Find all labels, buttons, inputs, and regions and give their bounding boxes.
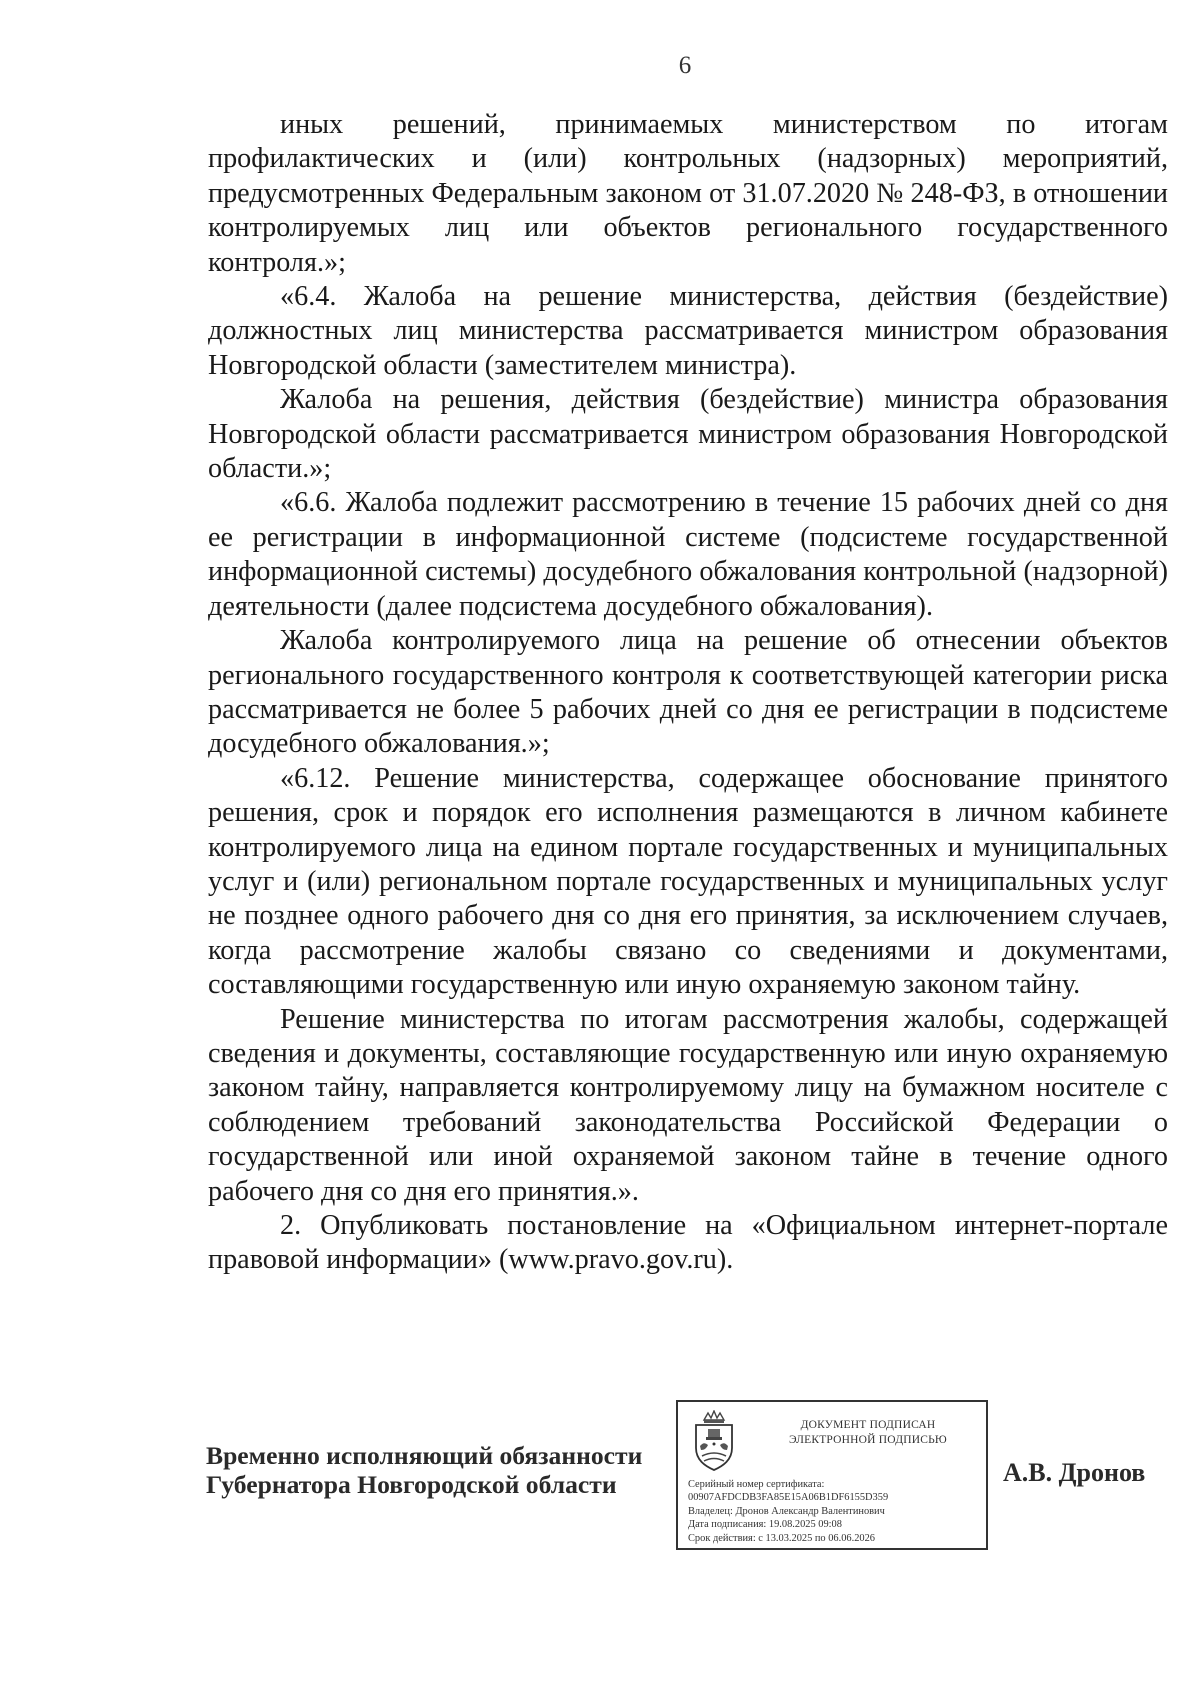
paragraph-6-6-second: Жалоба контролируемого лица на решение об отнесении объектов регионального государственного контроля к соответствующей категории риска рассматривается не более 5 рабочих дней со дня ее регистрации в подсистеме досудебного обжалования.»; (208, 625, 1168, 760)
paragraph-6-12: «6.12. Решение министерства, содержащее обоснование принятого решения, срок и порядок его исполнения размещаются в личном кабинете контролируемого лица на едином портале государственных и муниципальных услуг и (или) региональном портале государственных и муниципальных услуг не позднее одного рабочего дня со дня его принятия, за исключением случаев, когда рассмотрение жалобы связано со сведениями и документами, составляющими государственную или иную охраняемую законом тайну. (208, 762, 1168, 1001)
novgorod-coat-of-arms-icon (690, 1410, 738, 1472)
paragraph-6-6: «6.6. Жалоба подлежит рассмотрению в течение 15 рабочих дней со дня ее регистрации в информационной системе (подсистеме государственной информационной системы) досудебного обжалования контрольной (надзорной) деятельности (далее подсистема досудебного обжалования). (208, 487, 1168, 622)
paragraph-6-4-second: Жалоба на решения, действия (бездействие) министра образования Новгородской области рассматривается министром образования Новгородской области.»; (208, 384, 1168, 485)
signatory-position-line-1: Временно исполняющий обязанности (206, 1441, 643, 1470)
signatory-position (206, 1441, 642, 1499)
stamp-serial-value: 00907AFDCDB3FA85E15A06B1DF6155D359 (688, 1492, 889, 1504)
stamp-title (758, 1418, 978, 1448)
paragraph-6-12-second: Решение министерства по итогам рассмотрения жалобы, содержащей сведения и документы, составляющие государственную или иную охраняемую законом тайну, направляется контролируемому лицу на бумажном носителе с соблюдением требований законодательства Российской Федерации о государственной или иной охраняемой законом тайне в течение одного рабочего дня со дня его принятия.». (208, 1003, 1168, 1207)
signer-name: А.В. Дронов (1003, 1458, 1146, 1487)
stamp-title-line-2: ЭЛЕКТРОННОЙ ПОДПИСЬЮ (789, 1434, 947, 1446)
document-body (208, 108, 1168, 1278)
stamp-validity: Срок действия: с 13.03.2025 по 06.06.2026 (688, 1532, 875, 1544)
paragraph-publish: 2. Опубликовать постановление на «Официальном интернет-портале правовой информации» (www.pravo.gov.ru). (208, 1210, 1168, 1276)
stamp-serial-label: Серийный номер сертификата: (688, 1479, 825, 1490)
stamp-title-line-1: ДОКУМЕНТ ПОДПИСАН (800, 1419, 936, 1431)
signatory-position-line-2: Губернатора Новгородской области (206, 1470, 617, 1499)
stamp-owner: Владелец: Дронов Александр Валентинович (688, 1505, 885, 1517)
page-number: 6 (678, 52, 692, 79)
paragraph-continuation: иных решений, принимаемых министерством по итогам профилактических и (или) контрольных (надзорных) мероприятий, предусмотренных Федеральным законом от 31.07.2020 № 248-ФЗ, в отношении контролируемых лиц или объектов регионального государственного контроля.»; (208, 109, 1168, 278)
electronic-signature-stamp (676, 1400, 988, 1550)
stamp-details (688, 1478, 984, 1545)
stamp-signed-date: Дата подписания: 19.08.2025 09:08 (688, 1519, 842, 1531)
paragraph-6-4: «6.4. Жалоба на решение министерства, действия (бездействие) должностных лиц министерства рассматривается министром образования Новгородской области (заместителем министра). (208, 281, 1168, 381)
